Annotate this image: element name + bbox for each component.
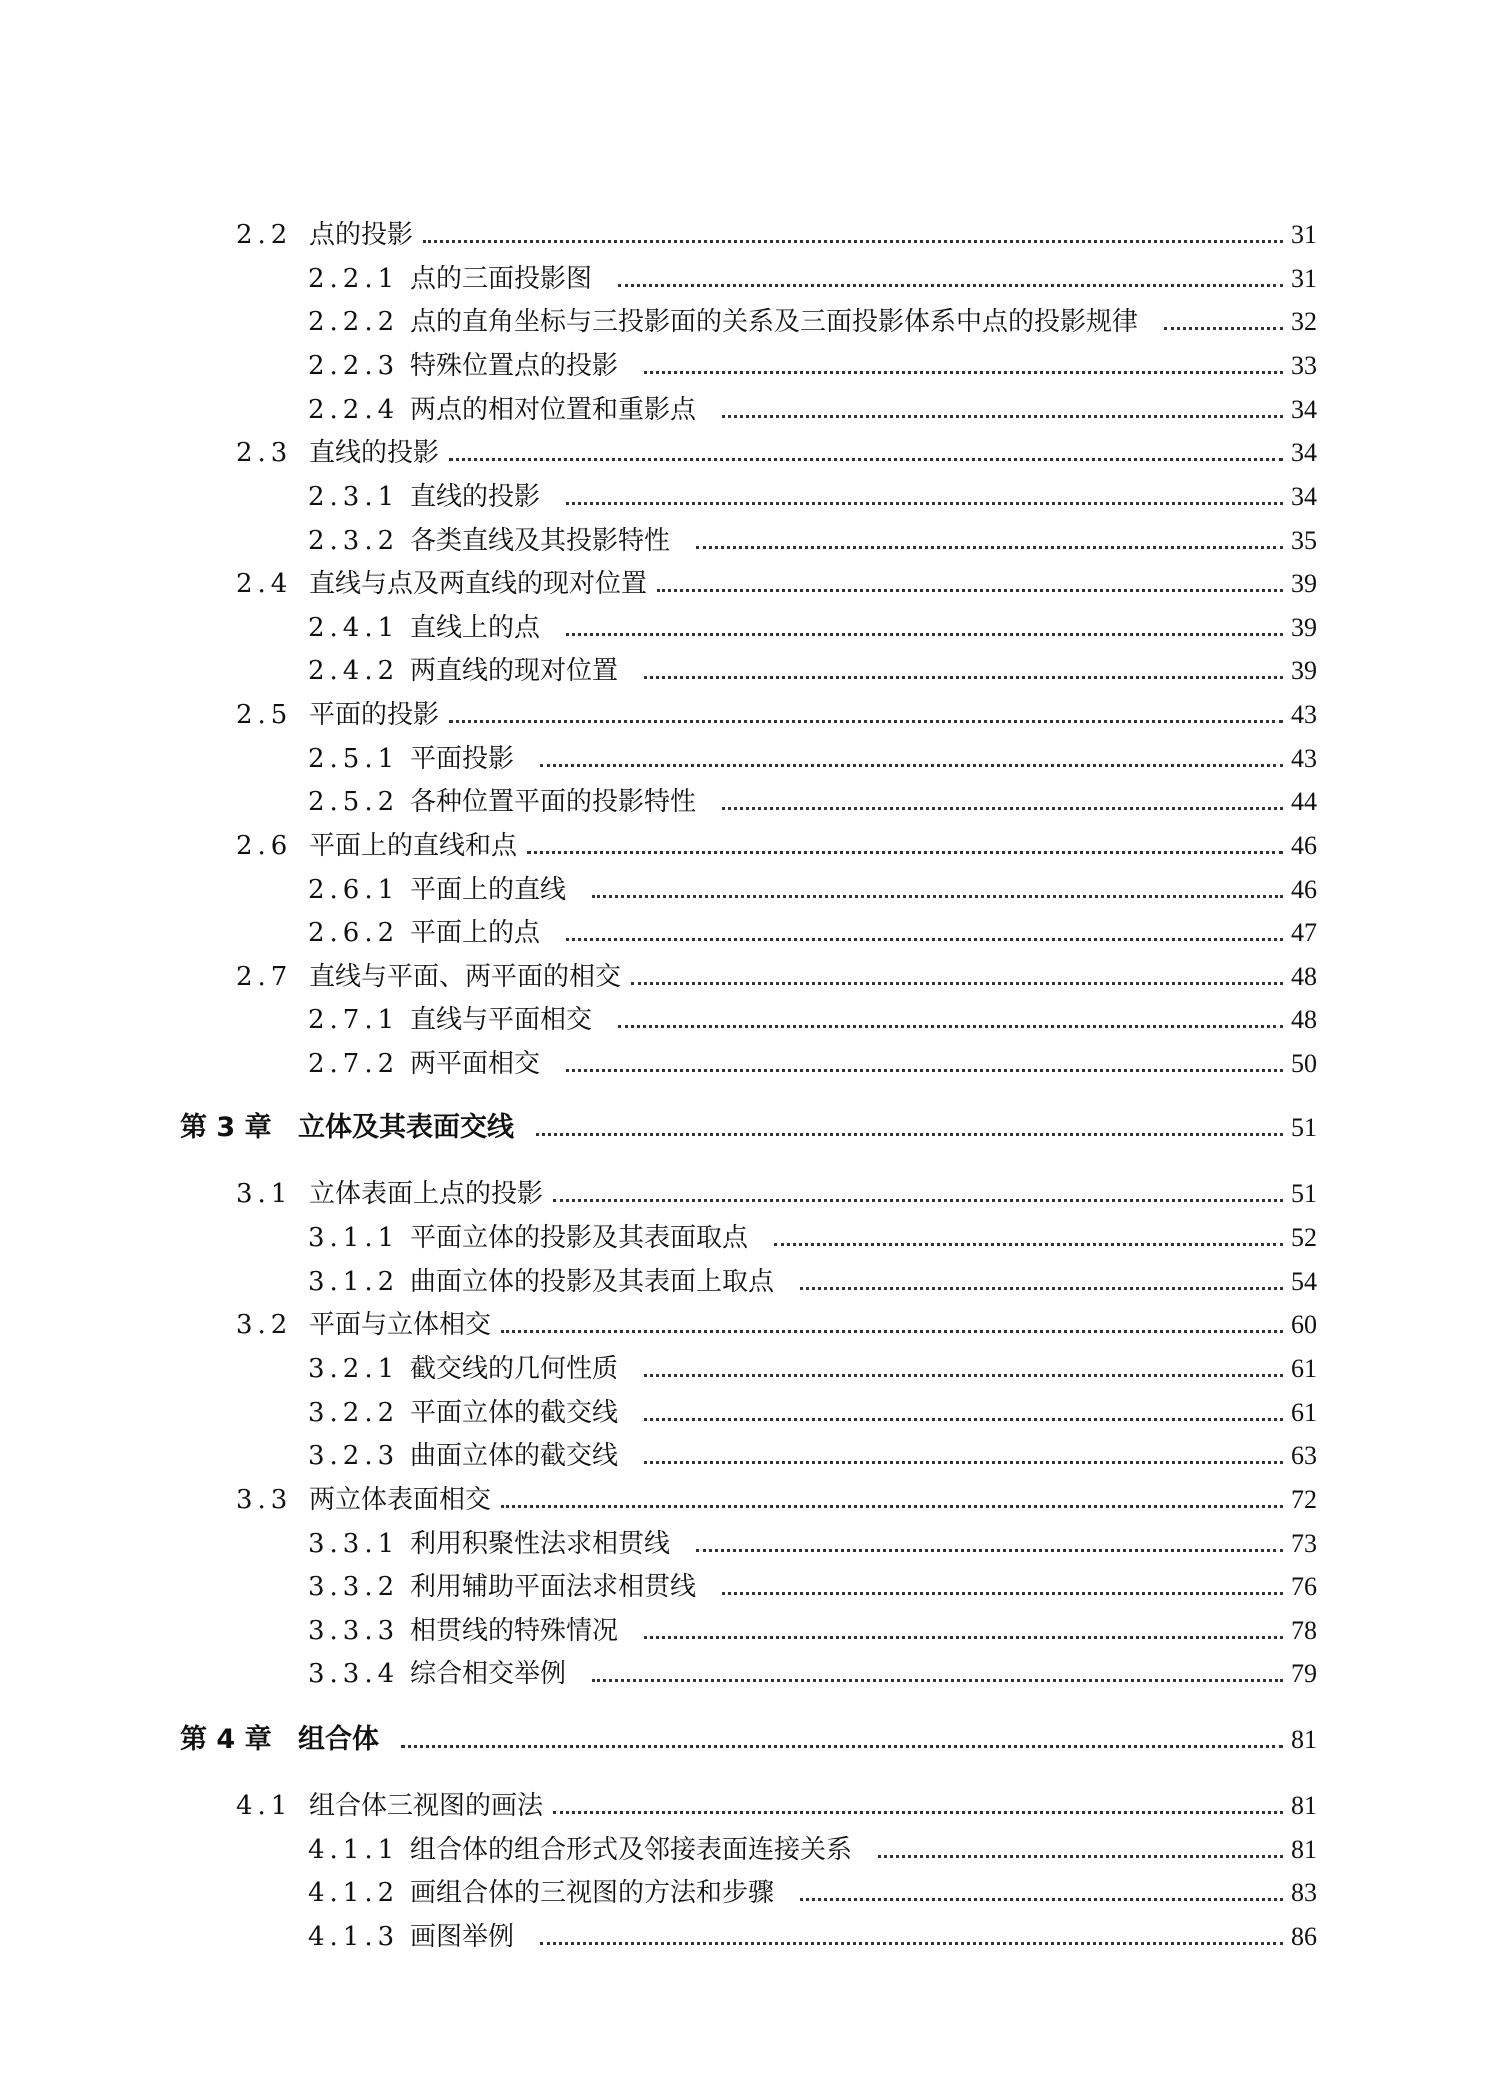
toc-section (0, 695, 1503, 735)
toc-number: 2.6.1 (308, 875, 400, 905)
toc-title: 各类直线及其投影特性 (410, 526, 671, 556)
dot-leader (540, 1942, 1283, 1945)
toc-page-number: 39 (1291, 569, 1317, 598)
toc-number: 4.1.2 (308, 1878, 400, 1908)
toc-subsection (0, 1611, 1503, 1651)
dot-leader (696, 1549, 1283, 1552)
toc-page-number: 51 (1291, 1113, 1317, 1142)
toc-page-number: 31 (1291, 264, 1317, 293)
toc-page-number: 33 (1291, 351, 1317, 380)
dot-leader (644, 676, 1283, 679)
toc-number: 2.6.2 (308, 918, 400, 948)
toc-page-number: 39 (1291, 613, 1317, 642)
dot-leader (644, 371, 1283, 374)
toc-subsection (0, 1349, 1503, 1389)
toc-section (0, 433, 1503, 473)
toc-subsection (0, 302, 1503, 342)
toc-page-number: 78 (1291, 1616, 1317, 1645)
toc-number: 2.5.2 (308, 787, 400, 817)
dot-leader (722, 1592, 1283, 1595)
toc-page-number: 76 (1291, 1572, 1317, 1601)
toc-number: 3.3.4 (308, 1659, 400, 1689)
toc-number: 2.3.1 (308, 482, 400, 512)
toc-page-number: 81 (1291, 1791, 1317, 1820)
toc-subsection (0, 608, 1503, 648)
toc-title: 平面的投影 (309, 700, 440, 730)
toc-number: 2.4.1 (308, 613, 400, 643)
dot-leader (536, 1133, 1283, 1136)
toc-title: 组合体的组合形式及邻接表面连接关系 (410, 1835, 853, 1865)
dot-leader (449, 720, 1283, 723)
toc-page-number: 61 (1291, 1354, 1317, 1383)
toc-title: 综合相交举例 (410, 1659, 567, 1689)
toc-number: 3.1.2 (308, 1267, 400, 1297)
toc-page-number: 79 (1291, 1659, 1317, 1688)
toc-title: 利用积聚性法求相贯线 (410, 1529, 671, 1559)
toc-number: 2.7.2 (308, 1049, 400, 1079)
toc-page-number: 72 (1291, 1485, 1317, 1514)
toc-title: 平面投影 (410, 744, 515, 774)
toc-number: 2.2 (236, 220, 293, 250)
toc-number: 3.1 (236, 1179, 293, 1209)
toc-title: 相贯线的特殊情况 (410, 1616, 619, 1646)
toc-number: 2.3.2 (308, 526, 400, 556)
toc-title: 平面上的直线 (410, 875, 567, 905)
toc-page-number: 61 (1291, 1398, 1317, 1427)
toc-title: 直线上的点 (410, 613, 541, 643)
dot-leader (566, 633, 1283, 636)
toc-title: 直线与平面相交 (410, 1005, 593, 1035)
toc-title: 画图举例 (410, 1922, 515, 1952)
toc-page-number: 32 (1291, 307, 1317, 336)
toc-number: 4.1.1 (308, 1835, 400, 1865)
toc-section (0, 215, 1503, 255)
toc-number: 3.3 (236, 1485, 293, 1515)
dot-leader (501, 1330, 1283, 1333)
toc-title: 点的三面投影图 (410, 264, 593, 294)
toc-number: 3.2 (236, 1310, 293, 1340)
toc-page-number: 60 (1291, 1310, 1317, 1339)
toc-number: 2.4 (236, 569, 293, 599)
toc-title: 立体及其表面交线 (298, 1112, 514, 1143)
toc-subsection (0, 1830, 1503, 1870)
dot-leader (696, 546, 1283, 549)
toc-title: 各种位置平面的投影特性 (410, 787, 697, 817)
toc-title: 直线的投影 (309, 438, 440, 468)
toc-page-number: 44 (1291, 787, 1317, 816)
toc-page-number: 63 (1291, 1441, 1317, 1470)
toc-section (0, 1305, 1503, 1345)
toc-title: 平面与立体相交 (309, 1310, 492, 1340)
toc-title: 平面上的直线和点 (309, 831, 518, 861)
toc-number: 2.3 (236, 438, 293, 468)
toc-number: 2.2.4 (308, 395, 400, 425)
toc-section (0, 957, 1503, 997)
toc-page-number: 31 (1291, 220, 1317, 249)
toc-number: 2.2.1 (308, 264, 400, 294)
dot-leader (878, 1855, 1283, 1858)
toc-title: 利用辅助平面法求相贯线 (410, 1572, 697, 1602)
dot-leader (800, 1287, 1283, 1290)
toc-title: 平面上的点 (410, 918, 541, 948)
toc-page-number: 43 (1291, 744, 1317, 773)
toc-title: 两平面相交 (410, 1049, 541, 1079)
toc-number: 第 3 章 (180, 1112, 272, 1143)
toc-subsection (0, 870, 1503, 910)
toc-section (0, 1786, 1503, 1826)
toc-title: 组合体三视图的画法 (309, 1791, 544, 1821)
toc-chapter (0, 1720, 1503, 1760)
toc-page-number: 83 (1291, 1878, 1317, 1907)
toc-number: 3.2.3 (308, 1441, 400, 1471)
toc-title: 点的投影 (309, 220, 414, 250)
dot-leader (644, 1374, 1283, 1377)
dot-leader (631, 982, 1283, 985)
toc-page-number: 50 (1291, 1049, 1317, 1078)
toc-title: 平面立体的投影及其表面取点 (410, 1223, 749, 1253)
toc-title: 立体表面上点的投影 (309, 1179, 544, 1209)
dot-leader (722, 807, 1283, 810)
toc-number: 2.2.3 (308, 351, 400, 381)
dot-leader (774, 1243, 1283, 1246)
toc-page-number: 34 (1291, 395, 1317, 424)
toc-subsection (0, 651, 1503, 691)
toc-subsection (0, 259, 1503, 299)
toc-number: 3.3.2 (308, 1572, 400, 1602)
toc-subsection (0, 346, 1503, 386)
toc-number: 4.1.3 (308, 1922, 400, 1952)
toc-number: 2.6 (236, 831, 293, 861)
toc-page-number: 39 (1291, 656, 1317, 685)
toc-subsection (0, 390, 1503, 430)
toc-subsection (0, 1000, 1503, 1040)
toc-title: 画组合体的三视图的方法和步骤 (410, 1878, 775, 1908)
dot-leader (540, 764, 1283, 767)
dot-leader (527, 851, 1283, 854)
toc-section (0, 564, 1503, 604)
toc-page-number: 48 (1291, 962, 1317, 991)
dot-leader (800, 1898, 1283, 1901)
toc-number: 2.4.2 (308, 656, 400, 686)
toc-page-number: 52 (1291, 1223, 1317, 1252)
toc-page-number: 81 (1291, 1835, 1317, 1864)
toc-number: 3.2.2 (308, 1398, 400, 1428)
toc-section (0, 826, 1503, 866)
toc-section (0, 1480, 1503, 1520)
toc-title: 截交线的几何性质 (410, 1354, 619, 1384)
toc-number: 2.2.2 (308, 307, 400, 337)
dot-leader (618, 1025, 1283, 1028)
dot-leader (644, 1461, 1283, 1464)
toc-subsection (0, 1567, 1503, 1607)
toc-number: 3.3.1 (308, 1529, 400, 1559)
dot-leader (592, 1679, 1283, 1682)
toc-page-number: 46 (1291, 875, 1317, 904)
dot-leader (1164, 327, 1283, 330)
toc-number: 3.3.3 (308, 1616, 400, 1646)
toc-page-number: 51 (1291, 1179, 1317, 1208)
toc-subsection (0, 1873, 1503, 1913)
toc-title: 直线与点及两直线的现对位置 (309, 569, 648, 599)
toc-page-number: 46 (1291, 831, 1317, 860)
toc-subsection (0, 1524, 1503, 1564)
toc-title: 两点的相对位置和重影点 (410, 395, 697, 425)
toc-number: 3.2.1 (308, 1354, 400, 1384)
toc-page-number: 43 (1291, 700, 1317, 729)
toc-subsection (0, 1436, 1503, 1476)
dot-leader (553, 1811, 1283, 1814)
dot-leader (449, 458, 1283, 461)
dot-leader (566, 502, 1283, 505)
dot-leader (501, 1505, 1283, 1508)
dot-leader (423, 240, 1283, 243)
toc-number: 3.1.1 (308, 1223, 400, 1253)
dot-leader (618, 284, 1283, 287)
toc-subsection (0, 1654, 1503, 1694)
toc-subsection (0, 782, 1503, 822)
toc-title: 组合体 (298, 1724, 379, 1755)
toc-page-number: 81 (1291, 1725, 1317, 1754)
toc-page-number: 48 (1291, 1005, 1317, 1034)
toc-subsection (0, 1044, 1503, 1084)
dot-leader (401, 1745, 1283, 1748)
dot-leader (644, 1418, 1283, 1421)
toc-subsection (0, 1262, 1503, 1302)
toc-page-number: 34 (1291, 438, 1317, 467)
toc-subsection (0, 521, 1503, 561)
toc-subsection (0, 739, 1503, 779)
toc-title: 特殊位置点的投影 (410, 351, 619, 381)
toc-number: 2.5 (236, 700, 293, 730)
toc-subsection (0, 1393, 1503, 1433)
toc-number: 4.1 (236, 1791, 293, 1821)
toc-title: 平面立体的截交线 (410, 1398, 619, 1428)
toc-number: 2.7 (236, 962, 293, 992)
toc-subsection (0, 1218, 1503, 1258)
dot-leader (644, 1636, 1283, 1639)
toc-subsection (0, 1917, 1503, 1957)
toc-page-number: 35 (1291, 526, 1317, 555)
toc-page-number: 73 (1291, 1529, 1317, 1558)
toc-section (0, 1174, 1503, 1214)
toc-title: 点的直角坐标与三投影面的关系及三面投影体系中点的投影规律 (410, 307, 1139, 337)
toc-number: 2.7.1 (308, 1005, 400, 1035)
toc-subsection (0, 477, 1503, 517)
dot-leader (657, 589, 1283, 592)
toc-page-number: 54 (1291, 1267, 1317, 1296)
toc-page-number: 86 (1291, 1922, 1317, 1951)
toc-title: 曲面立体的截交线 (410, 1441, 619, 1471)
toc-title: 曲面立体的投影及其表面上取点 (410, 1267, 775, 1297)
toc-page-number: 47 (1291, 918, 1317, 947)
toc-subsection (0, 913, 1503, 953)
toc-page-number: 34 (1291, 482, 1317, 511)
toc-title: 两立体表面相交 (309, 1485, 492, 1515)
dot-leader (722, 415, 1283, 418)
toc-title: 直线的投影 (410, 482, 541, 512)
dot-leader (566, 1069, 1283, 1072)
toc-number: 2.5.1 (308, 744, 400, 774)
toc-chapter (0, 1108, 1503, 1148)
dot-leader (566, 938, 1283, 941)
toc-title: 两直线的现对位置 (410, 656, 619, 686)
dot-leader (553, 1199, 1283, 1202)
toc-title: 直线与平面、两平面的相交 (309, 962, 622, 992)
toc-number: 第 4 章 (180, 1724, 272, 1755)
dot-leader (592, 895, 1283, 898)
